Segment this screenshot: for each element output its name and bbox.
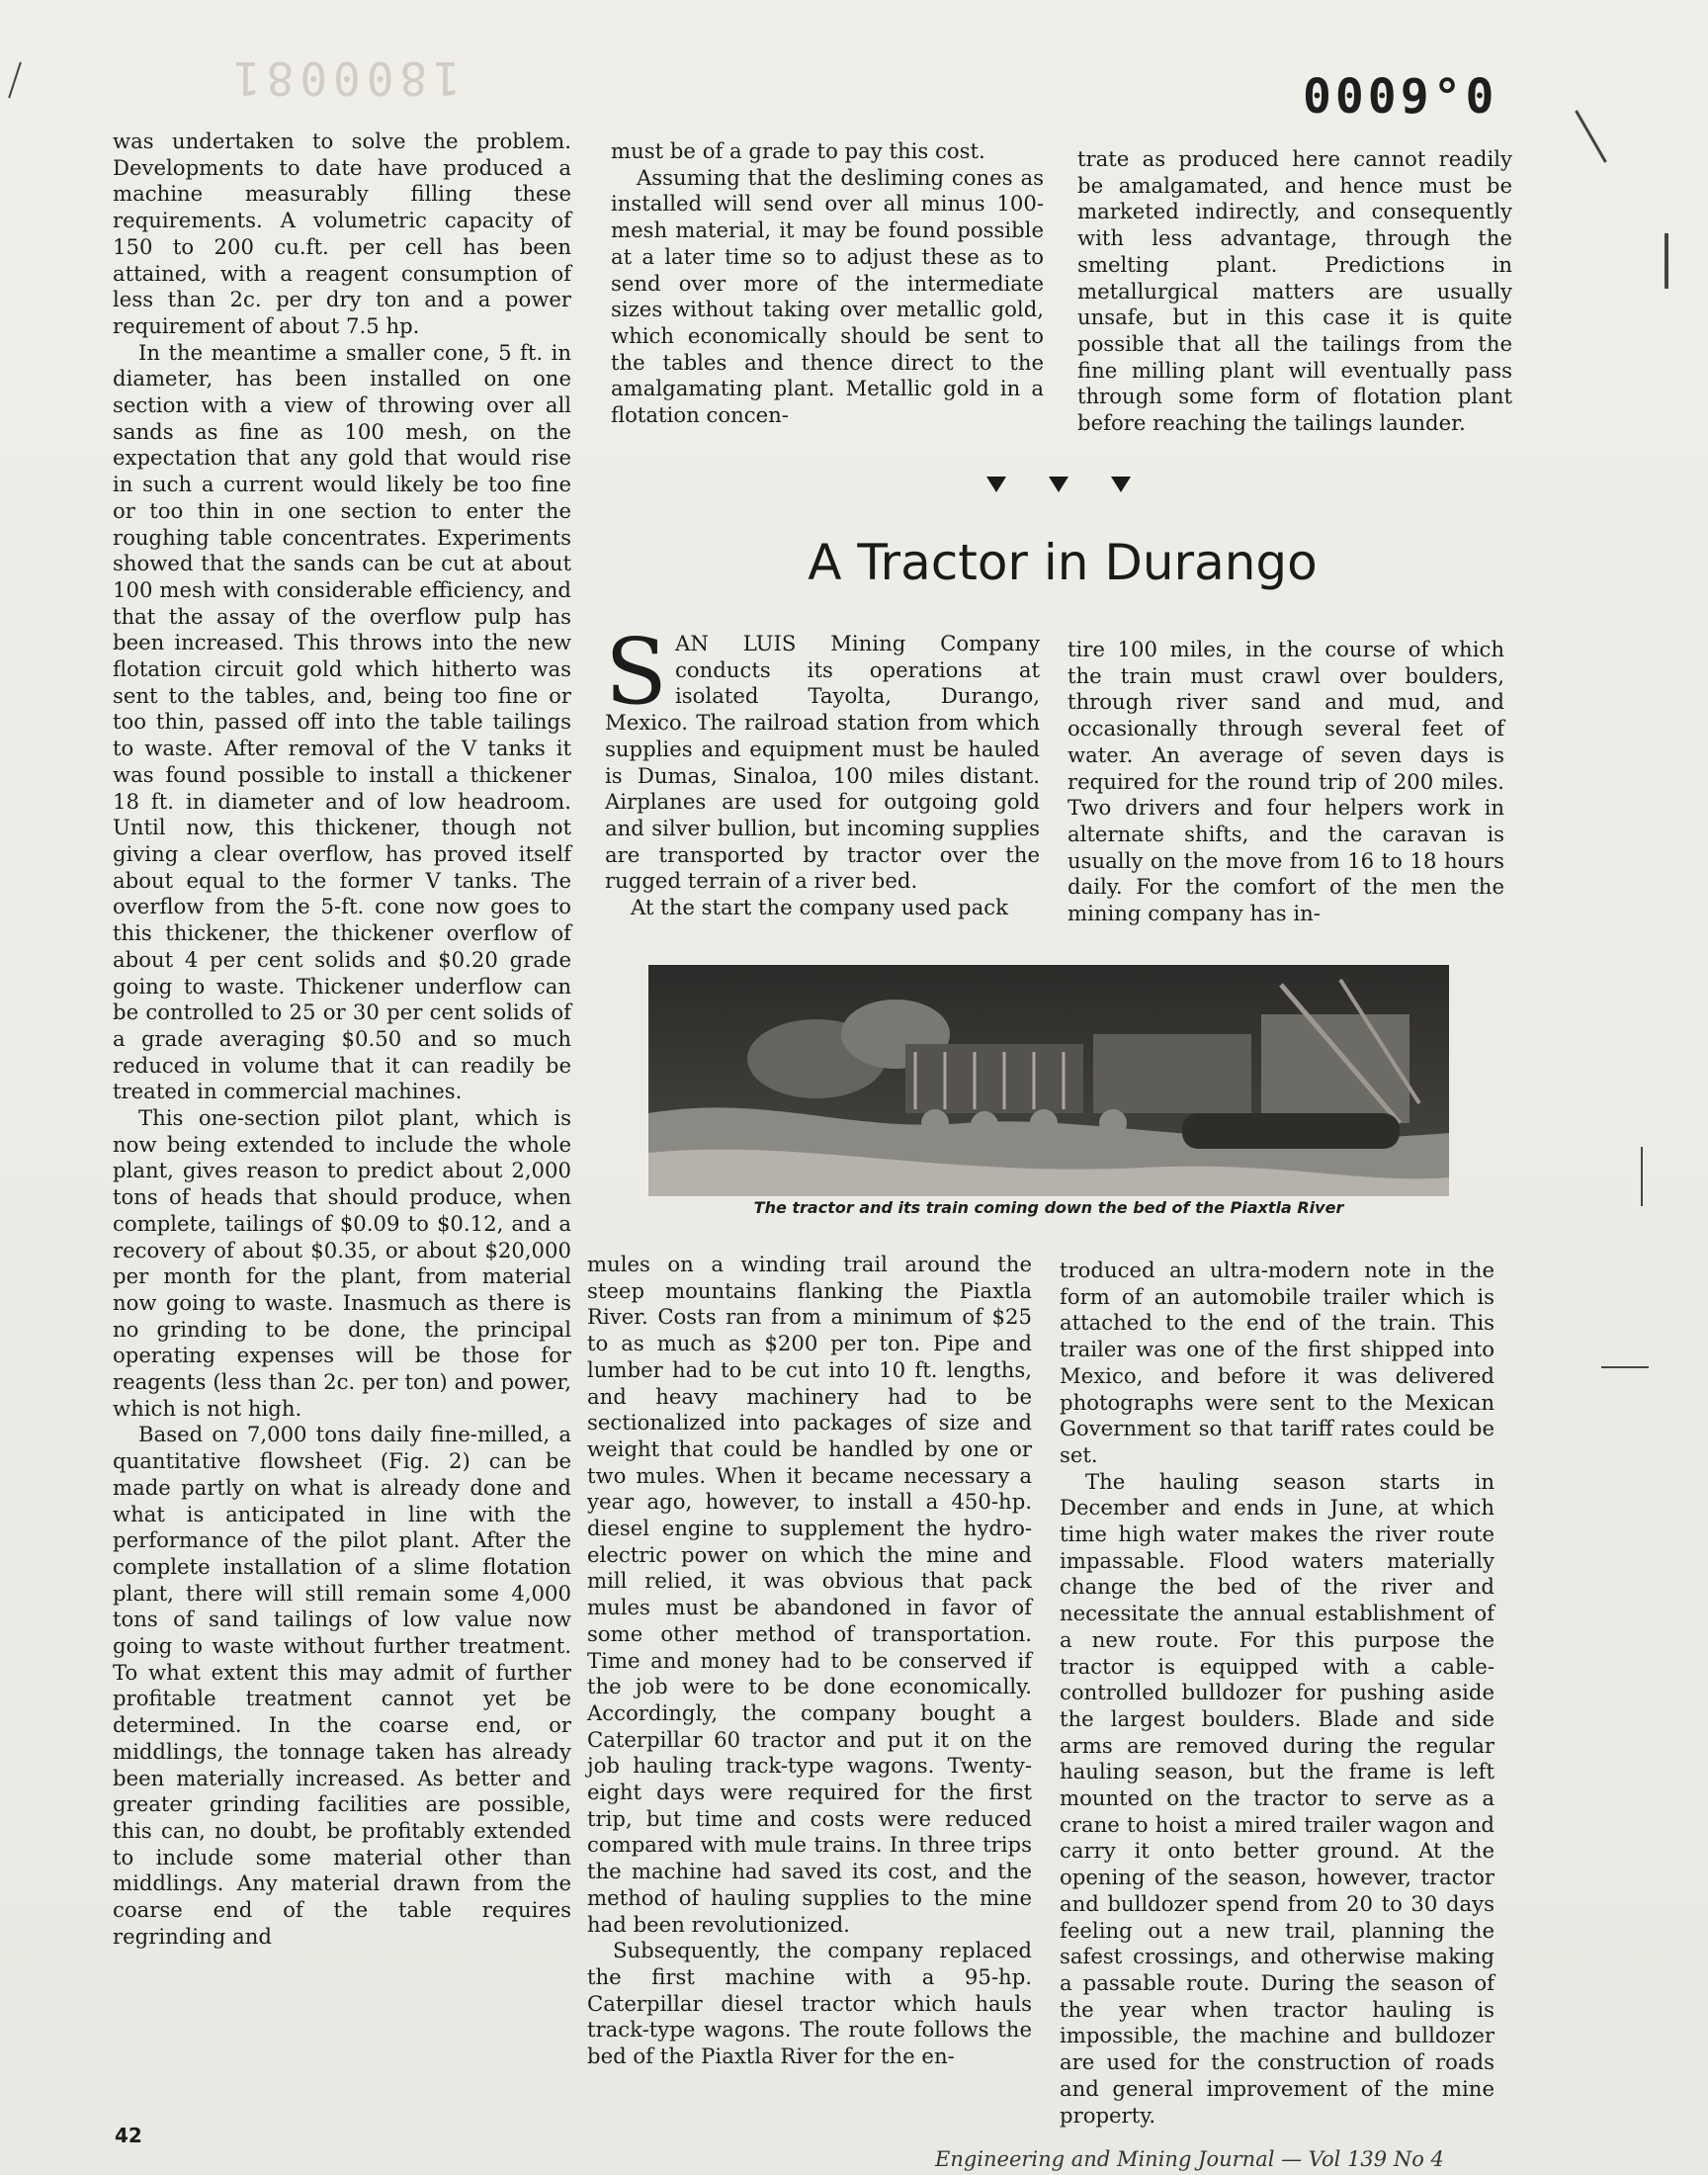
paragraph: trate as produced here cannot readily be amalgamated, and hence must be marketed indirectly, and consequently with less advantage, through the smelting plant. Predictions in metallurgical matters are usually unsafe, but in this case it is quite possible that all the tailings from the fine milling plant will eventually pass through some form of flotation plant before reaching the tailings launder. <box>1077 146 1512 436</box>
paragraph: tire 100 miles, in the course of which the train must crawl over boulders, through river sand and mud, and occasionally through several feet of water. An average of seven days is required for the round trip of 200 miles. Two drivers and four helpers work in alternate shifts, and the caravan is usually on the move from 16 to 18 hours daily. For the comfort of the men the mining company has in- <box>1068 637 1504 926</box>
paragraph-text: AN LUIS Mining Company conducts its operations at isolated Tayolta, Durango, Mexico. The railroad station from which supplies and equipment must be hauled is Dumas, Sinaloa, 100 miles distant. Airplanes are used for outgoing gold and silver bullion, but incoming supplies are transported by tractor over the rugged terrain of a river bed. <box>605 631 1040 894</box>
middle-column <box>611 138 1044 429</box>
paragraph: In the meantime a smaller cone, 5 ft. in diameter, has been installed on one section with a view of throwing over all sands as fine as 100 mesh, on the expectation that any gold that would rise in such a current would likely be too fine or too thin in one section to enter the roughing table concentrates. Experiments showed that the sands can be cut at about 100 mesh with considerable efficiency, and that the assay of the overflow pulp has been increased. This throws into the new flotation circuit gold which hitherto was sent to the tables, and, being too fine or too thin, passed off into the table tailings to waste. After removal of the V tanks it was found possible to install a thickener 18 ft. in diameter and of low headroom. Until now, this thickener, though not giving a clear overflow, has proved itself about equal to the former V tanks. The overflow from the 5-ft. cone now goes to this thickener, the thickener overflow of about 4 per cent solids and $0.20 grade going to waste. Thickener underflow can be controlled to 25 or 30 per cent solids of a grade averaging $0.50 and so much reduced in volume that it can readily be treated in commercial machines. <box>113 339 571 1104</box>
paragraph <box>605 619 1040 895</box>
article-intro-column-2 <box>1068 637 1504 927</box>
right-column <box>1077 146 1512 437</box>
paragraph: Subsequently, the company replaced the first machine with a 95-hp. Caterpillar diesel tractor which hauls track-type wagons. The route follows the bed of the Piaxtla River for the en- <box>587 1938 1032 2069</box>
running-footer-title: Engineering and Mining Journal — Vol 139 No 4 <box>935 2147 1444 2171</box>
triangle-ornament <box>986 477 1006 492</box>
margin-mark <box>1641 1147 1643 1206</box>
margin-mark <box>1665 233 1668 289</box>
paragraph: mules on a winding trail around the steep mountains flanking the Piaxtla River. Costs ran from a minimum of $25 to as much as $200 per ton. Pipe and lumber had to be cut into 10 ft. lengths, and heavy machinery had to be sectionalized into packages of size and weight that could be handled by one or two mules. When it became necessary a year ago, however, to install a 450-hp. diesel engine to supplement the hydro-electric power on which the mine and mill relied, it was obvious that pack mules must be abandoned in favor of some other method of transportation. Time and money had to be conserved if the job were to be done economically. Accordingly, the company bought a Caterpillar 60 tractor and put it on the job hauling track-type wagons. Twenty-eight days were required for the first trip, but time and costs were reduced compared with mule trains. In three trips the machine had saved its cost, and the method of hauling supplies to the mine had been revolutionized. <box>587 1252 1032 1937</box>
triangle-ornament <box>1049 477 1068 492</box>
paragraph: must be of a grade to pay this cost. <box>611 138 985 163</box>
margin-mark <box>1601 1366 1649 1368</box>
photo-caption: The tractor and its train coming down the bed of the Piaxtla River <box>753 1198 1344 1217</box>
page-number: 42 <box>115 2124 142 2147</box>
drop-cap: S <box>605 619 668 725</box>
section-separator-triangles <box>984 471 1133 500</box>
paragraph: Based on 7,000 tons daily fine-milled, a quantitative flowsheet (Fig. 2) can be made partly on what is already done and what is anticipated in line with the performance of the pilot plant. After the complete installation of a slime flotation plant, there will still remain some 4,000 tons of sand tailings of low value now going to waste without further treatment. To what extent this may admit of further profitable treatment cannot yet be determined. In the coarse end, or middlings, the tonnage taken has already been materially increased. As better and greater grinding facilities are possible, this can, no doubt, be profitably extended to include some material other than middlings. Any material drawn from the coarse end of the table requires regrinding and <box>113 1422 571 1949</box>
paragraph: The hauling season starts in December and ends in June, at which time high water makes the river route impassable. Flood waters materially change the bed of the river and necessitate the annual establishment of a new route. For this purpose the tractor is equipped with a cable-controlled bulldozer for pushing aside the largest boulders. Blade and side arms are removed during the regular hauling season, but the frame is left mounted on the tractor to serve as a crane to hoist a mired trailer wagon and carry it onto better ground. At the opening of the season, however, tractor and bulldozer spend from 20 to 30 days feeling out a new trail, planning the safest crossings, and otherwise making a passable route. During the season of the year when tractor hauling is impossible, the machine and bulldozer are used for the construction of roads and general improvement of the mine property. <box>1060 1468 1494 2128</box>
triangle-ornament <box>1111 477 1131 492</box>
paragraph: Assuming that the desliming cones as installed will send over all minus 100-mesh material, it may be found possible at a later time so to adjust these as to send over more of the intermediate sizes without taking over metallic gold, which economically should be sent to the tables and thence direct to the amalgamating plant. Metallic gold in a flotation concen- <box>611 164 1044 428</box>
paragraph: troduced an ultra-modern note in the form of an automobile trailer which is attached to the end of the train. This trailer was one of the first shipped into Mexico, and before it was delivered photographs were sent to the Mexican Government so that tariff rates could be set. <box>1060 1258 1494 1467</box>
article-title: A Tractor in Durango <box>808 534 1318 591</box>
article-intro-column-1 <box>605 619 1040 921</box>
article-lower-column-2 <box>1060 1258 1494 2129</box>
paragraph: This one-section pilot plant, which is now being extended to include the whole plant, gives reason to predict about 2,000 tons of heads that should produce, when complete, tailings of $0.09 to $0.12, and a recovery of about $0.35, or about $20,000 per month for the plant, from material now going to waste. Inasmuch as there is no grinding to be done, the principal operating expenses will be those for reagents (less than 2c. per ton) and power, which is not high. <box>113 1105 571 1421</box>
paragraph: was undertaken to solve the problem. Developments to date have produced a machine measurably filling these requirements. A volumetric capacity of 150 to 200 cu.ft. per cell has been attained, with a reagent consumption of less than 2c. per dry ton and a power requirement of about 7.5 hp. <box>113 129 571 338</box>
left-column <box>113 129 571 1951</box>
faded-stamp-number: 1800081 <box>227 51 461 105</box>
tractor-train-photo <box>648 965 1449 1196</box>
paragraph: At the start the company used pack <box>631 895 1008 920</box>
article-lower-column-1 <box>587 1252 1032 2070</box>
stamp-number: 0009°0 <box>1303 69 1498 125</box>
